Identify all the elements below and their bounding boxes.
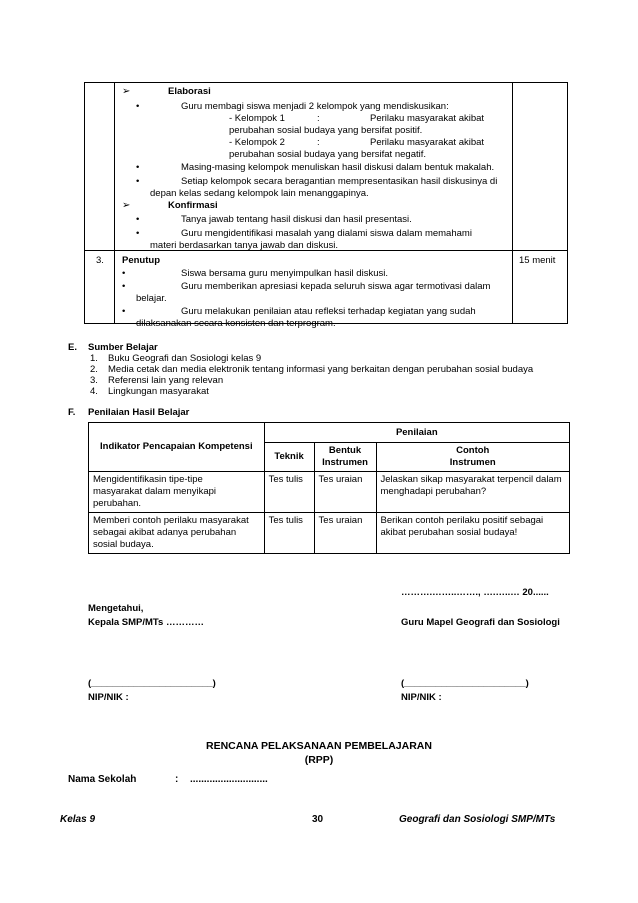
signature-nip-right: NIP/NIK :: [401, 692, 442, 703]
sumber-item: Media cetak dan media elektronik tentang informasi yang berkaitan dengan perubahan sosial budaya: [108, 364, 534, 375]
kelompok-1-label: - Kelompok 1: [229, 113, 285, 124]
school-colon: :: [175, 774, 179, 785]
teknik-cell: Tes tulis: [264, 513, 314, 554]
kelompok-1-text-cont: perubahan sosial budaya yang bersifat positif.: [229, 125, 423, 136]
contoh-line: menghadapi perubahan?: [380, 486, 487, 497]
sumber-item-number: 2.: [90, 364, 98, 375]
sumber-item: Lingkungan masyarakat: [108, 386, 209, 397]
penutup-time: 15 menit: [519, 255, 556, 266]
table-border-right: [567, 82, 568, 324]
table-row: [89, 513, 570, 554]
bullet-icon: •: [122, 281, 126, 292]
kelompok-2-text-cont: perubahan sosial budaya yang bersifat negatif.: [229, 149, 426, 160]
table-divider-time: [512, 82, 513, 324]
elaborasi-title: Elaborasi: [168, 86, 211, 97]
footer-page-number: 30: [312, 814, 324, 825]
section-f-label: F.: [68, 407, 76, 418]
contoh-line: akibat perubahan sosial budaya!: [380, 527, 518, 538]
penutup-title: Penutup: [122, 255, 160, 266]
signature-mengetahui: Mengetahui,: [88, 603, 144, 614]
bentuk-cell: Tes uraian: [314, 472, 376, 513]
rpp-title: RENCANA PELAKSANAAN PEMBELAJARAN: [206, 740, 432, 752]
kelompok-1-colon: :: [317, 113, 320, 124]
signature-name-right: (_______________________): [401, 678, 529, 689]
indikator-line: sebagai akibat adanya perubahan: [93, 527, 237, 538]
sumber-item-number: 1.: [90, 353, 98, 364]
arrow-bullet-icon: ➢: [122, 86, 131, 97]
signature-kepala: Kepala SMP/MTs …………: [88, 617, 204, 628]
indikator-line: sosial budaya.: [93, 539, 154, 550]
footer-left: Kelas 9: [60, 814, 96, 825]
arrow-bullet-icon: ➢: [122, 200, 131, 211]
bullet-icon: •: [122, 306, 126, 317]
indikator-line: Mengidentifikasin tipe-tipe: [93, 474, 203, 485]
penilaian-table: [88, 422, 570, 554]
bullet-icon: •: [122, 268, 126, 279]
konfirmasi-bullet-2-cont: materi berdasarkan tanya jawab dan diskusi.: [150, 240, 338, 251]
header-contoh-line2: Instrumen: [449, 457, 496, 468]
header-teknik: Teknik: [264, 443, 314, 472]
konfirmasi-bullet-2: Guru mengidentifikasi masalah yang dialami siswa dalam memahami: [181, 228, 472, 239]
table-row: [89, 472, 570, 513]
penutup-bullet-3: Guru melakukan penilaian atau refleksi terhadap kegiatan yang sudah: [181, 306, 476, 317]
sumber-item: Referensi lain yang relevan: [108, 375, 224, 386]
school-value: ............................: [190, 774, 268, 785]
contoh-line: Berikan contoh perilaku positif sebagai: [380, 515, 544, 526]
section-f-title: Penilaian Hasil Belajar: [88, 407, 190, 418]
bullet-icon: •: [136, 176, 140, 187]
bullet-icon: •: [136, 214, 140, 225]
penutup-bullet-1: Siswa bersama guru menyimpulkan hasil diskusi.: [181, 268, 388, 279]
bullet-icon: •: [136, 162, 140, 173]
konfirmasi-bullet-1: Tanya jawab tentang hasil diskusi dan hasil presentasi.: [181, 214, 412, 225]
konfirmasi-title: Konfirmasi: [168, 200, 218, 211]
section-e-title: Sumber Belajar: [88, 342, 158, 353]
kelompok-2-label: - Kelompok 2: [229, 137, 285, 148]
table-divider-no: [114, 82, 115, 324]
table-border-left: [84, 82, 85, 324]
teknik-cell: Tes tulis: [264, 472, 314, 513]
elaborasi-bullet-3: Setiap kelompok secara beragantian mempresentasikan hasil diskusinya di: [181, 176, 498, 187]
indikator-line: Memberi contoh perilaku masyarakat: [93, 515, 249, 526]
bullet-icon: •: [136, 228, 140, 239]
indikator-line: perubahan.: [93, 498, 142, 509]
header-bentuk-line2: Instrumen: [322, 457, 368, 468]
sumber-item-number: 4.: [90, 386, 98, 397]
table-border-top: [84, 82, 568, 83]
rpp-subtitle: (RPP): [304, 754, 334, 766]
contoh-line: Jelaskan sikap masyarakat terpencil dalam: [380, 474, 562, 485]
sumber-item: Buku Geografi dan Sosiologi kelas 9: [108, 353, 262, 364]
contoh-cell: [376, 472, 569, 513]
penutup-bullet-3-cont: dilaksanakan secara konsisten dan terprogram.: [136, 318, 336, 329]
penutup-bullet-2-cont: belajar.: [136, 293, 167, 304]
signature-guru: Guru Mapel Geografi dan Sosiologi: [401, 617, 560, 628]
elaborasi-bullet-1: Guru membagi siswa menjadi 2 kelompok yang mendiskusikan:: [181, 101, 449, 112]
header-contoh: [376, 443, 569, 472]
school-label: Nama Sekolah: [68, 774, 137, 785]
header-bentuk-line1: Bentuk: [328, 445, 362, 456]
header-penilaian: Penilaian: [264, 423, 569, 443]
sumber-item-number: 3.: [90, 375, 98, 386]
indikator-cell: [89, 513, 265, 554]
contoh-cell: [376, 513, 569, 554]
section-e-label: E.: [68, 342, 77, 353]
penutup-bullet-2: Guru memberikan apresiasi kepada seluruh siswa agar termotivasi dalam: [181, 281, 491, 292]
bullet-icon: •: [136, 101, 140, 112]
signature-date-line: ……….……..……., ….…..… 20......: [401, 587, 549, 598]
signature-nip-left: NIP/NIK :: [88, 692, 129, 703]
elaborasi-bullet-3-cont: depan kelas sedang kelompok lain menanggapinya.: [150, 188, 369, 199]
signature-name-left: (_______________________): [88, 678, 216, 689]
header-bentuk: [314, 443, 376, 472]
kelompok-2-colon: :: [317, 137, 320, 148]
kelompok-2-text: Perilaku masyarakat akibat: [370, 137, 485, 148]
indikator-cell: [89, 472, 265, 513]
header-indikator: Indikator Pencapaian Kompetensi: [89, 423, 265, 472]
footer-right: Geografi dan Sosiologi SMP/MTs: [399, 814, 556, 825]
elaborasi-bullet-2: Masing-masing kelompok menuliskan hasil diskusi dalam bentuk makalah.: [181, 162, 495, 173]
kelompok-1-text: Perilaku masyarakat akibat: [370, 113, 485, 124]
header-contoh-line1: Contoh: [456, 445, 490, 456]
penutup-number: 3.: [96, 255, 104, 266]
bentuk-cell: Tes uraian: [314, 513, 376, 554]
indikator-line: masyarakat dalam menyikapi: [93, 486, 217, 497]
